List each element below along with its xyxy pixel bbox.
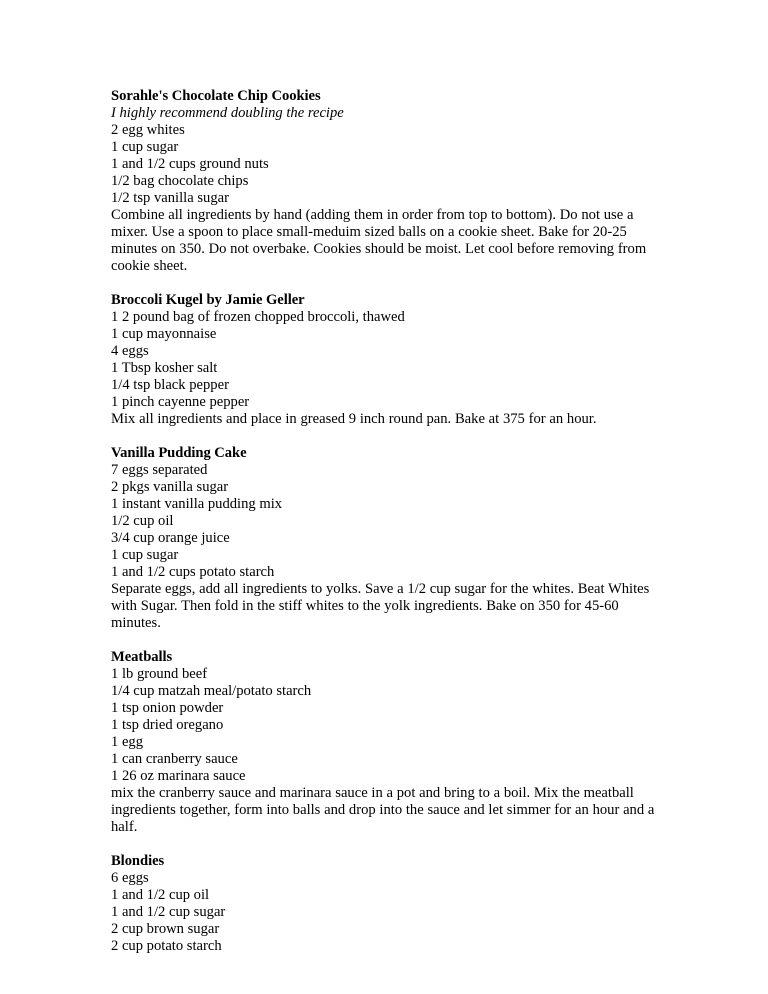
recipe-instructions: mix the cranberry sauce and marinara sauce in a pot and bring to a boil. Mix the meatball ingredients together, form into balls and drop into the sauce and let simmer for an hour and a half. (111, 785, 655, 835)
ingredient-item: 1 2 pound bag of frozen chopped broccoli, thawed (111, 309, 405, 325)
recipe-instructions: Separate eggs, add all ingredients to yolks. Save a 1/2 cup sugar for the whites. Beat Whites with Sugar. Then fold in the stiff whites to the yolk ingredients. Bake on 350 for 45-60 minutes. (111, 581, 650, 631)
ingredient-list (111, 309, 667, 411)
ingredient-item: 1 cup sugar (111, 139, 179, 155)
recipe-instructions: Combine all ingredients by hand (adding them in order from top to bottom). Do not use a mixer. Use a spoon to place small-meduim sized balls on a cookie sheet. Bake for 20-25 minutes on 350. Do not overbake. Cookies should be moist. Let cool before removing from cookie sheet. (111, 207, 647, 274)
ingredient-item: 4 eggs (111, 343, 149, 359)
ingredient-item: 2 egg whites (111, 122, 185, 138)
ingredient-item: 1/2 cup oil (111, 513, 174, 529)
ingredient-item: 1 lb ground beef (111, 666, 208, 682)
ingredient-item: 1 and 1/2 cup sugar (111, 904, 226, 920)
ingredient-list (111, 666, 667, 785)
recipe-title: Broccoli Kugel by Jamie Geller (111, 292, 305, 308)
ingredient-item: 1 can cranberry sauce (111, 751, 238, 767)
ingredient-item: 1 cup mayonnaise (111, 326, 217, 342)
recipe-title: Meatballs (111, 649, 173, 665)
ingredient-item: 2 pkgs vanilla sugar (111, 479, 229, 495)
ingredient-item: 6 eggs (111, 870, 149, 886)
recipe-section (111, 88, 667, 275)
ingredient-item: 1/4 cup matzah meal/potato starch (111, 683, 312, 699)
ingredient-list (111, 122, 667, 207)
ingredient-item: 1 and 1/2 cups ground nuts (111, 156, 269, 172)
ingredient-item: 7 eggs separated (111, 462, 208, 478)
recipe-title: Sorahle's Chocolate Chip Cookies (111, 88, 321, 104)
ingredient-list (111, 462, 667, 581)
ingredient-item: 1 and 1/2 cups potato starch (111, 564, 275, 580)
ingredient-item: 1 cup sugar (111, 547, 179, 563)
ingredient-item: 1 tsp dried oregano (111, 717, 224, 733)
ingredient-item: 1/2 tsp vanilla sugar (111, 190, 229, 206)
ingredient-item: 1/4 tsp black pepper (111, 377, 229, 393)
ingredient-item: 1 Tbsp kosher salt (111, 360, 218, 376)
ingredient-item: 2 cup brown sugar (111, 921, 220, 937)
ingredient-item: 3/4 cup orange juice (111, 530, 230, 546)
recipe-section (111, 445, 667, 632)
recipe-section (111, 292, 667, 428)
ingredient-item: 1 and 1/2 cup oil (111, 887, 210, 903)
ingredient-item: 1 pinch cayenne pepper (111, 394, 250, 410)
ingredient-list (111, 870, 667, 955)
recipe-title: Vanilla Pudding Cake (111, 445, 247, 461)
ingredient-item: 2 cup potato starch (111, 938, 222, 954)
ingredient-item: 1/2 bag chocolate chips (111, 173, 249, 189)
ingredient-item: 1 egg (111, 734, 144, 750)
recipe-section (111, 853, 667, 955)
recipe-section (111, 649, 667, 836)
ingredient-item: 1 tsp onion powder (111, 700, 224, 716)
document-body (111, 88, 667, 955)
ingredient-item: 1 instant vanilla pudding mix (111, 496, 283, 512)
ingredient-item: 1 26 oz marinara sauce (111, 768, 246, 784)
recipe-instructions: Mix all ingredients and place in greased 9 inch round pan. Bake at 375 for an hour. (111, 411, 597, 427)
recipe-subtitle: I highly recommend doubling the recipe (111, 105, 344, 121)
recipe-title: Blondies (111, 853, 165, 869)
